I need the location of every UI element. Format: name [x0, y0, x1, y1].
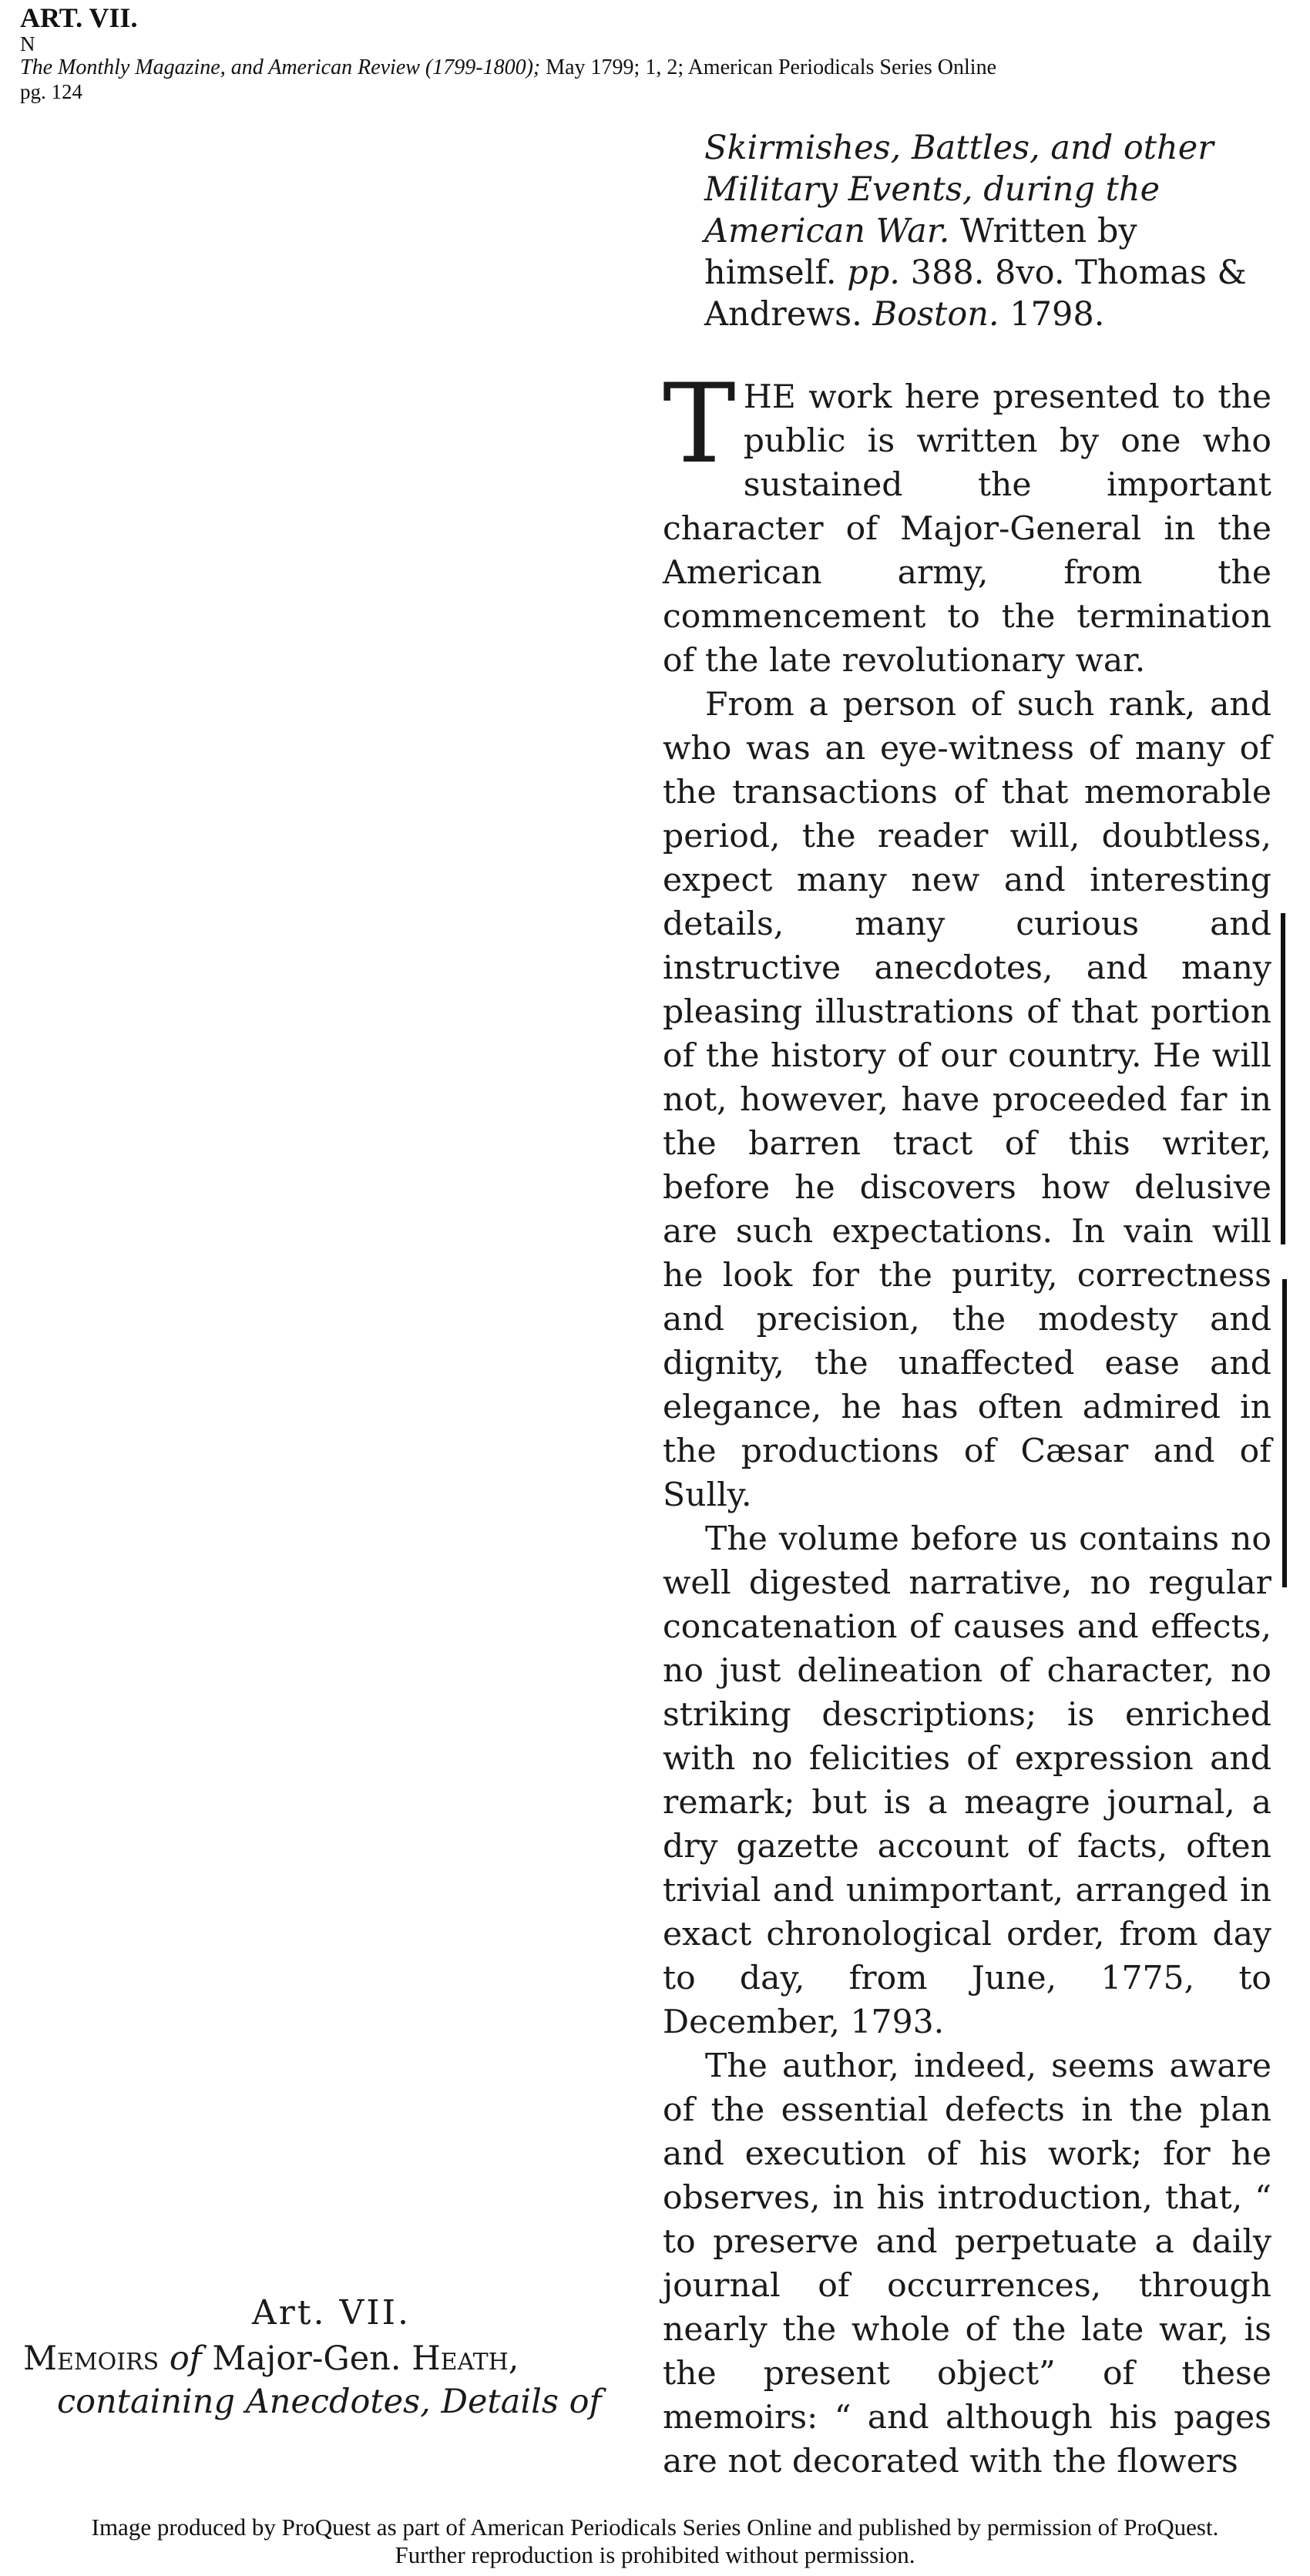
- paragraph-1-text: HE work here presented to the public is written by one who sustained the important character of Major-General in the American army, from the commencement to the termination of the late revolutionary war.: [663, 378, 1271, 680]
- proquest-footer: [0, 2514, 1310, 2569]
- citation-line: [20, 55, 1253, 80]
- paragraph-2: From a person of such rank, and who was an eye-witness of many of the transactions of that memorable period, the reader will, doubtless, expect many new and interesting details, many curious and instructive anecdotes, and many pleasing illustrations of that portion of the history of our country. He will not, however, have proceeded far in the barren tract of this writer, before he discovers how delusive are such expectations. In vain will he look for the purity, correctness and precision, the modesty and dignity, the unaffected ease and elegance, he has often admired in the productions of Cæsar and of Sully.: [663, 686, 1271, 1514]
- paragraph-4: The author, indeed, seems aware of the essential defects in the plan and execution of his work; for he observes, in his introduction, that, “ to preserve and perpetuate a daily journal of occurrences, through nearly the whole of the late war, is the present object” of these memoirs: “ and although his pages are not decorated with the flowers: [663, 2047, 1271, 2480]
- of-word: of: [159, 2339, 213, 2378]
- article-heading: [23, 2290, 640, 2423]
- title-continuation: [704, 127, 1267, 335]
- major-gen-text: Major-Gen.: [212, 2339, 412, 2378]
- paragraph-1: [663, 361, 1271, 683]
- article-body: [663, 361, 1271, 2484]
- right-column: [663, 127, 1271, 2484]
- title-italic-2: pp.: [847, 254, 900, 292]
- heath-name: Heath: [411, 2339, 509, 2378]
- title-comma: ,: [508, 2339, 519, 2378]
- drop-cap: T: [663, 361, 736, 488]
- scan-margin-bar: [1281, 913, 1285, 1244]
- scan-margin-bar: [1282, 1279, 1287, 1587]
- document-header: [20, 3, 1253, 103]
- article-label: ART. VII.: [20, 2, 138, 33]
- journal-title: The Monthly Magazine, and American Review (1799-1800);: [20, 55, 541, 79]
- footer-line-2: Further reproduction is prohibited without permission.: [395, 2541, 915, 2568]
- title-roman-3: 1798.: [999, 295, 1105, 334]
- memoirs-title-line: [23, 2336, 640, 2381]
- n-mark: N: [20, 32, 35, 55]
- title-italic-3: Boston.: [872, 295, 999, 334]
- citation-details: May 1799; 1, 2; American Periodicals Series Online: [540, 55, 997, 79]
- article-number-heading: Art. VII.: [252, 2293, 411, 2333]
- page-number: pg. 124: [20, 80, 82, 103]
- footer-line-1: Image produced by ProQuest as part of American Periodicals Series Online and published by permission of ProQuest.: [91, 2514, 1219, 2541]
- title-italic-1: Skirmishes, Battles, and other Military Events, during the American War.: [704, 129, 1214, 250]
- title-roman-1: Written by himself.: [704, 212, 1137, 292]
- containing-line: containing Anecdotes, Details of: [57, 2383, 602, 2421]
- paragraph-3: The volume before us contains no well digested narrative, no regular concatenation of causes and effects, no just delineation of character, no striking descriptions; is enriched with no felicities of expression and remark; but is a meagre journal, a dry gazette account of facts, often trivial and unimportant, arranged in exact chronological order, from day to day, from June, 1775, to December, 1793.: [663, 1520, 1271, 2041]
- memoirs-word: Memoirs: [23, 2339, 160, 2378]
- title-roman-2: 388. 8vo. Thomas & Andrews.: [704, 254, 1247, 334]
